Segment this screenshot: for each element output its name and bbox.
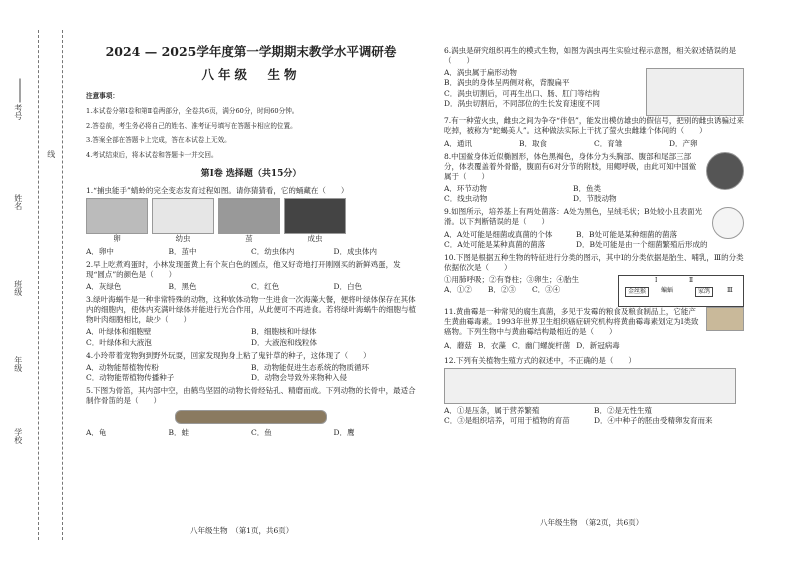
question-body bbox=[444, 68, 744, 116]
page-1 bbox=[86, 44, 416, 441]
option: A．龟 bbox=[86, 428, 107, 438]
section-heading: 第Ⅰ卷 选择题（共15分） bbox=[200, 169, 302, 180]
moldy-grain-image bbox=[706, 307, 744, 331]
question-stem: 4.小玲带着宠物狗到野外玩耍，回家发现狗身上粘了鬼针草的种子，这体现了（ ） bbox=[86, 350, 371, 360]
answer-options bbox=[86, 282, 416, 292]
option: A．蘑菇 bbox=[444, 341, 472, 351]
option: C．鱼 bbox=[251, 428, 272, 438]
option: A．卵中 bbox=[86, 246, 114, 256]
page-2 bbox=[444, 46, 744, 429]
note-item: 1.本试卷分第Ⅰ卷和第Ⅱ卷两部分，全卷共6页，满分60分，时间60分钟。 bbox=[86, 106, 299, 115]
option-row bbox=[444, 285, 618, 295]
page-footer: 八年级生物 （第2页，共6页） bbox=[540, 518, 644, 527]
option: A．①② bbox=[444, 285, 472, 295]
option: C．叶绿体和大液泡 bbox=[86, 337, 152, 347]
page-footer: 八年级生物 （第1页，共6页） bbox=[190, 526, 294, 535]
option: A．灰绿色 bbox=[86, 281, 122, 291]
question-content bbox=[444, 207, 708, 253]
question-stem: 1.“捕虫能手”蜻蛉的完全变态发育过程如图。请你猜猜看，它的蛹藏在（ ） bbox=[86, 186, 349, 196]
option: B．涡虫的身体呈两侧对称，背腹扁平 bbox=[444, 78, 570, 88]
horseshoe-crab-image bbox=[706, 152, 744, 190]
question-stem: 2.早上吃煮鸡蛋时，小林发现蛋黄上有个灰白色的圆点，他又好奇地打开刚刚买的新鲜鸡蛋，发现“圆点”的颜色是（ ） bbox=[86, 259, 401, 279]
option: C．红色 bbox=[251, 281, 280, 291]
option: C．幽门螺旋杆菌 bbox=[511, 341, 571, 351]
option: D．大液泡和线粒体 bbox=[251, 337, 318, 347]
binding-school-label: 学校 bbox=[13, 428, 23, 444]
option: D．节肢动物 bbox=[573, 194, 617, 204]
diagram-label: 蝙蝠 bbox=[661, 287, 674, 294]
option: A．通讯 bbox=[444, 138, 472, 148]
answer-options bbox=[444, 139, 744, 149]
option: D．涡虫切割后，不同部位的生长发育速度不同 bbox=[444, 98, 601, 108]
option: D．鹰 bbox=[333, 428, 355, 438]
answer-options bbox=[444, 275, 618, 307]
option: A．涡虫属于扁形动物 bbox=[444, 68, 517, 78]
question-stem: 9.如图所示，培养基上有两处菌落：A处为黑色，呈绒毛状；B处较小且表面光滑。以下判断错误的是（ ） bbox=[444, 207, 703, 227]
answer-options bbox=[86, 363, 416, 383]
option: C．③是组织培养，可用于植物的育苗 bbox=[444, 415, 570, 425]
plant-reproduction-figure bbox=[444, 368, 736, 404]
question-content bbox=[444, 152, 702, 208]
option: C．幼虫体内 bbox=[251, 246, 295, 256]
figure-panel bbox=[152, 198, 214, 244]
figure-panel bbox=[284, 198, 346, 244]
option: D．成虫体内 bbox=[333, 246, 378, 256]
option: D．B处可能是由一个细菌繁殖后形成的 bbox=[576, 239, 708, 249]
binding-line bbox=[62, 30, 63, 540]
answer-options bbox=[444, 230, 708, 250]
figure-panel bbox=[218, 198, 280, 244]
exam-title: 2024 — 2025学年度第一学期期末教学水平调研卷 bbox=[105, 44, 397, 59]
question-stem: 8.中国鲎身体近似椭圆形，体色黑褐色，身体分为头胸部、腹部和尾部三部分，体表覆盖着外骨骼，腹面有6对分节的附肢，用鳃呼吸，由此可知中国鲎属于（ ） bbox=[444, 151, 697, 181]
question-block bbox=[444, 152, 744, 208]
exam-subtitle: 八年级 生物 bbox=[201, 66, 301, 82]
question-stem: 10.下图是根据五种生物的特征进行分类的图示，其中Ⅰ的分类依据是胎生、哺乳，Ⅲ的分类依据依次是（ ） bbox=[444, 252, 744, 272]
diagram-label: Ⅰ bbox=[655, 277, 658, 284]
option: A．A处可能是细菌或真菌的个体 bbox=[444, 229, 553, 239]
answer-options bbox=[86, 428, 416, 438]
figure-caption: 卵 bbox=[113, 234, 121, 244]
note-item: 3.答案全部在答题卡上完成，答在本试卷上无效。 bbox=[86, 136, 231, 145]
option: ①用肺呼吸；②有脊柱；③卵生；④胎生 bbox=[444, 275, 579, 284]
petri-dish-image bbox=[712, 207, 744, 239]
question-block bbox=[444, 307, 744, 339]
adult-image bbox=[284, 198, 346, 234]
figure-caption: 茧 bbox=[245, 234, 253, 244]
option: B．取食 bbox=[519, 138, 548, 148]
classification-diagram bbox=[618, 275, 744, 307]
notes-heading: 注意事项： bbox=[86, 91, 119, 100]
option: B．②是无性生殖 bbox=[594, 405, 653, 415]
answer-options bbox=[444, 184, 702, 204]
answer-options bbox=[444, 406, 744, 426]
binding-grade-label: 年级 bbox=[13, 356, 23, 372]
option: B．黑色 bbox=[168, 281, 197, 291]
option: A．动物能帮植物传粉 bbox=[86, 362, 159, 372]
figure-panel bbox=[86, 198, 148, 244]
binding-class-label: 班级 bbox=[13, 280, 23, 296]
flatworm-figure bbox=[646, 68, 744, 116]
option: B．蛙 bbox=[168, 428, 190, 438]
option: A．环节动物 bbox=[444, 184, 487, 193]
option: C．线虫动物 bbox=[444, 194, 488, 204]
fill-line bbox=[20, 79, 21, 103]
figure-caption: 成虫 bbox=[307, 234, 323, 244]
option: B．B处可能是某种细菌的菌落 bbox=[576, 229, 678, 239]
option: D．④中种子的胚由受精卵发育而来 bbox=[594, 415, 713, 425]
option: B．衣藻 bbox=[477, 341, 506, 351]
binding-margin bbox=[0, 0, 80, 561]
question-block bbox=[444, 207, 744, 253]
answer-options bbox=[444, 68, 646, 116]
option: D．产卵 bbox=[669, 138, 698, 148]
diagram-label: 金丝猴 bbox=[625, 287, 649, 297]
diagram-label: 家鸽 bbox=[695, 287, 713, 297]
question-stem: 5.下图为骨笛，其内部中空，由鹤鸟坚固的动物长骨经钻孔、精磨而成。下列动物的长骨中，最适合制作骨笛的是（ ） bbox=[86, 386, 416, 406]
egg-image bbox=[86, 198, 148, 234]
option: C．A处可能是某种真菌的菌落 bbox=[444, 239, 546, 249]
option: B．细胞核和叶绿体 bbox=[251, 327, 317, 337]
bone-flute-image bbox=[175, 410, 327, 424]
question-body bbox=[444, 275, 744, 307]
note-item: 2.答卷前，考生务必将自己的姓名、准考证号填写在答题卡相应的位置。 bbox=[86, 121, 297, 130]
binding-line bbox=[38, 30, 39, 540]
figure-caption: 幼虫 bbox=[175, 234, 191, 244]
option: D．新冠病毒 bbox=[576, 341, 620, 351]
larva-image bbox=[152, 198, 214, 234]
option: B．动物能促进生态系统的物质循环 bbox=[251, 362, 370, 372]
option: B．鱼类 bbox=[573, 184, 602, 193]
diagram-label: Ⅱ bbox=[689, 277, 694, 284]
question-stem: 3.绿叶海蜗牛是一种非常特殊的动物，这种软体动物一生进食一次海藻大餐，便将叶绿体保存在其体内的细胞内，使体内充满叶绿体并能进行光合作用，从此便可不再进食。若将绿叶海蜗牛的细胞与植物叶肉细胞相比，缺少（ ） bbox=[86, 295, 416, 325]
exam-notes bbox=[86, 92, 416, 160]
option: C．动物能帮植物传播种子 bbox=[86, 372, 175, 382]
option: B．茧中 bbox=[168, 246, 197, 256]
question-stem: 12.下列有关植物生殖方式的叙述中，不正确的是（ ） bbox=[444, 355, 636, 365]
diagram-label: Ⅲ bbox=[727, 287, 733, 294]
option: A．叶绿体和细胞壁 bbox=[86, 327, 152, 337]
question-stem: 11.黄曲霉是一种常见的腐生真菌，多见于发霉的粮食及粮食制品上，它能产生黄曲霉毒素。1993年世界卫生组织癌症研究机构将黄曲霉毒素划定为Ⅰ类致癌物。下列生物中与黄曲霉结构最相近的是（ ） bbox=[444, 307, 699, 337]
option: D．动物会导致外来物种入侵 bbox=[251, 372, 348, 382]
lifecycle-figure bbox=[86, 198, 416, 244]
note-item: 4.考试结束后，将本试卷和答题卡一并交回。 bbox=[86, 151, 218, 160]
cocoon-image bbox=[218, 198, 280, 234]
option: C．育雏 bbox=[594, 138, 623, 148]
organism-options bbox=[444, 341, 744, 351]
question-stem: 6.涡虫是研究组织再生的模式生物，如图为涡虫再生实验过程示意图，相关叙述错误的是（ ） bbox=[444, 46, 737, 66]
binding-exam-id-label: 考号 bbox=[13, 104, 23, 120]
option: B．②③ bbox=[487, 285, 516, 295]
option: C．③④ bbox=[531, 285, 561, 295]
option: D．白色 bbox=[333, 281, 363, 291]
binding-seal-mark: 线 bbox=[46, 150, 56, 158]
question-stem: 7.有一种萤火虫，雌虫之间为争夺“伴侣”，能发出模仿雄虫的假信号，把别的雌虫诱骗过来吃掉，被称为“蛇蝎美人”。这种做法实际上干扰了萤火虫雌雄个体间的（ ） bbox=[444, 116, 744, 136]
answer-options bbox=[86, 327, 416, 347]
option: A．①是压条，属于营养繁殖 bbox=[444, 405, 540, 415]
option: C．涡虫切割后，可再生出口、肠、肛门等结构 bbox=[444, 88, 600, 98]
answer-options bbox=[86, 247, 416, 257]
binding-name-label: 姓名 bbox=[13, 194, 23, 210]
question-content bbox=[444, 307, 702, 339]
